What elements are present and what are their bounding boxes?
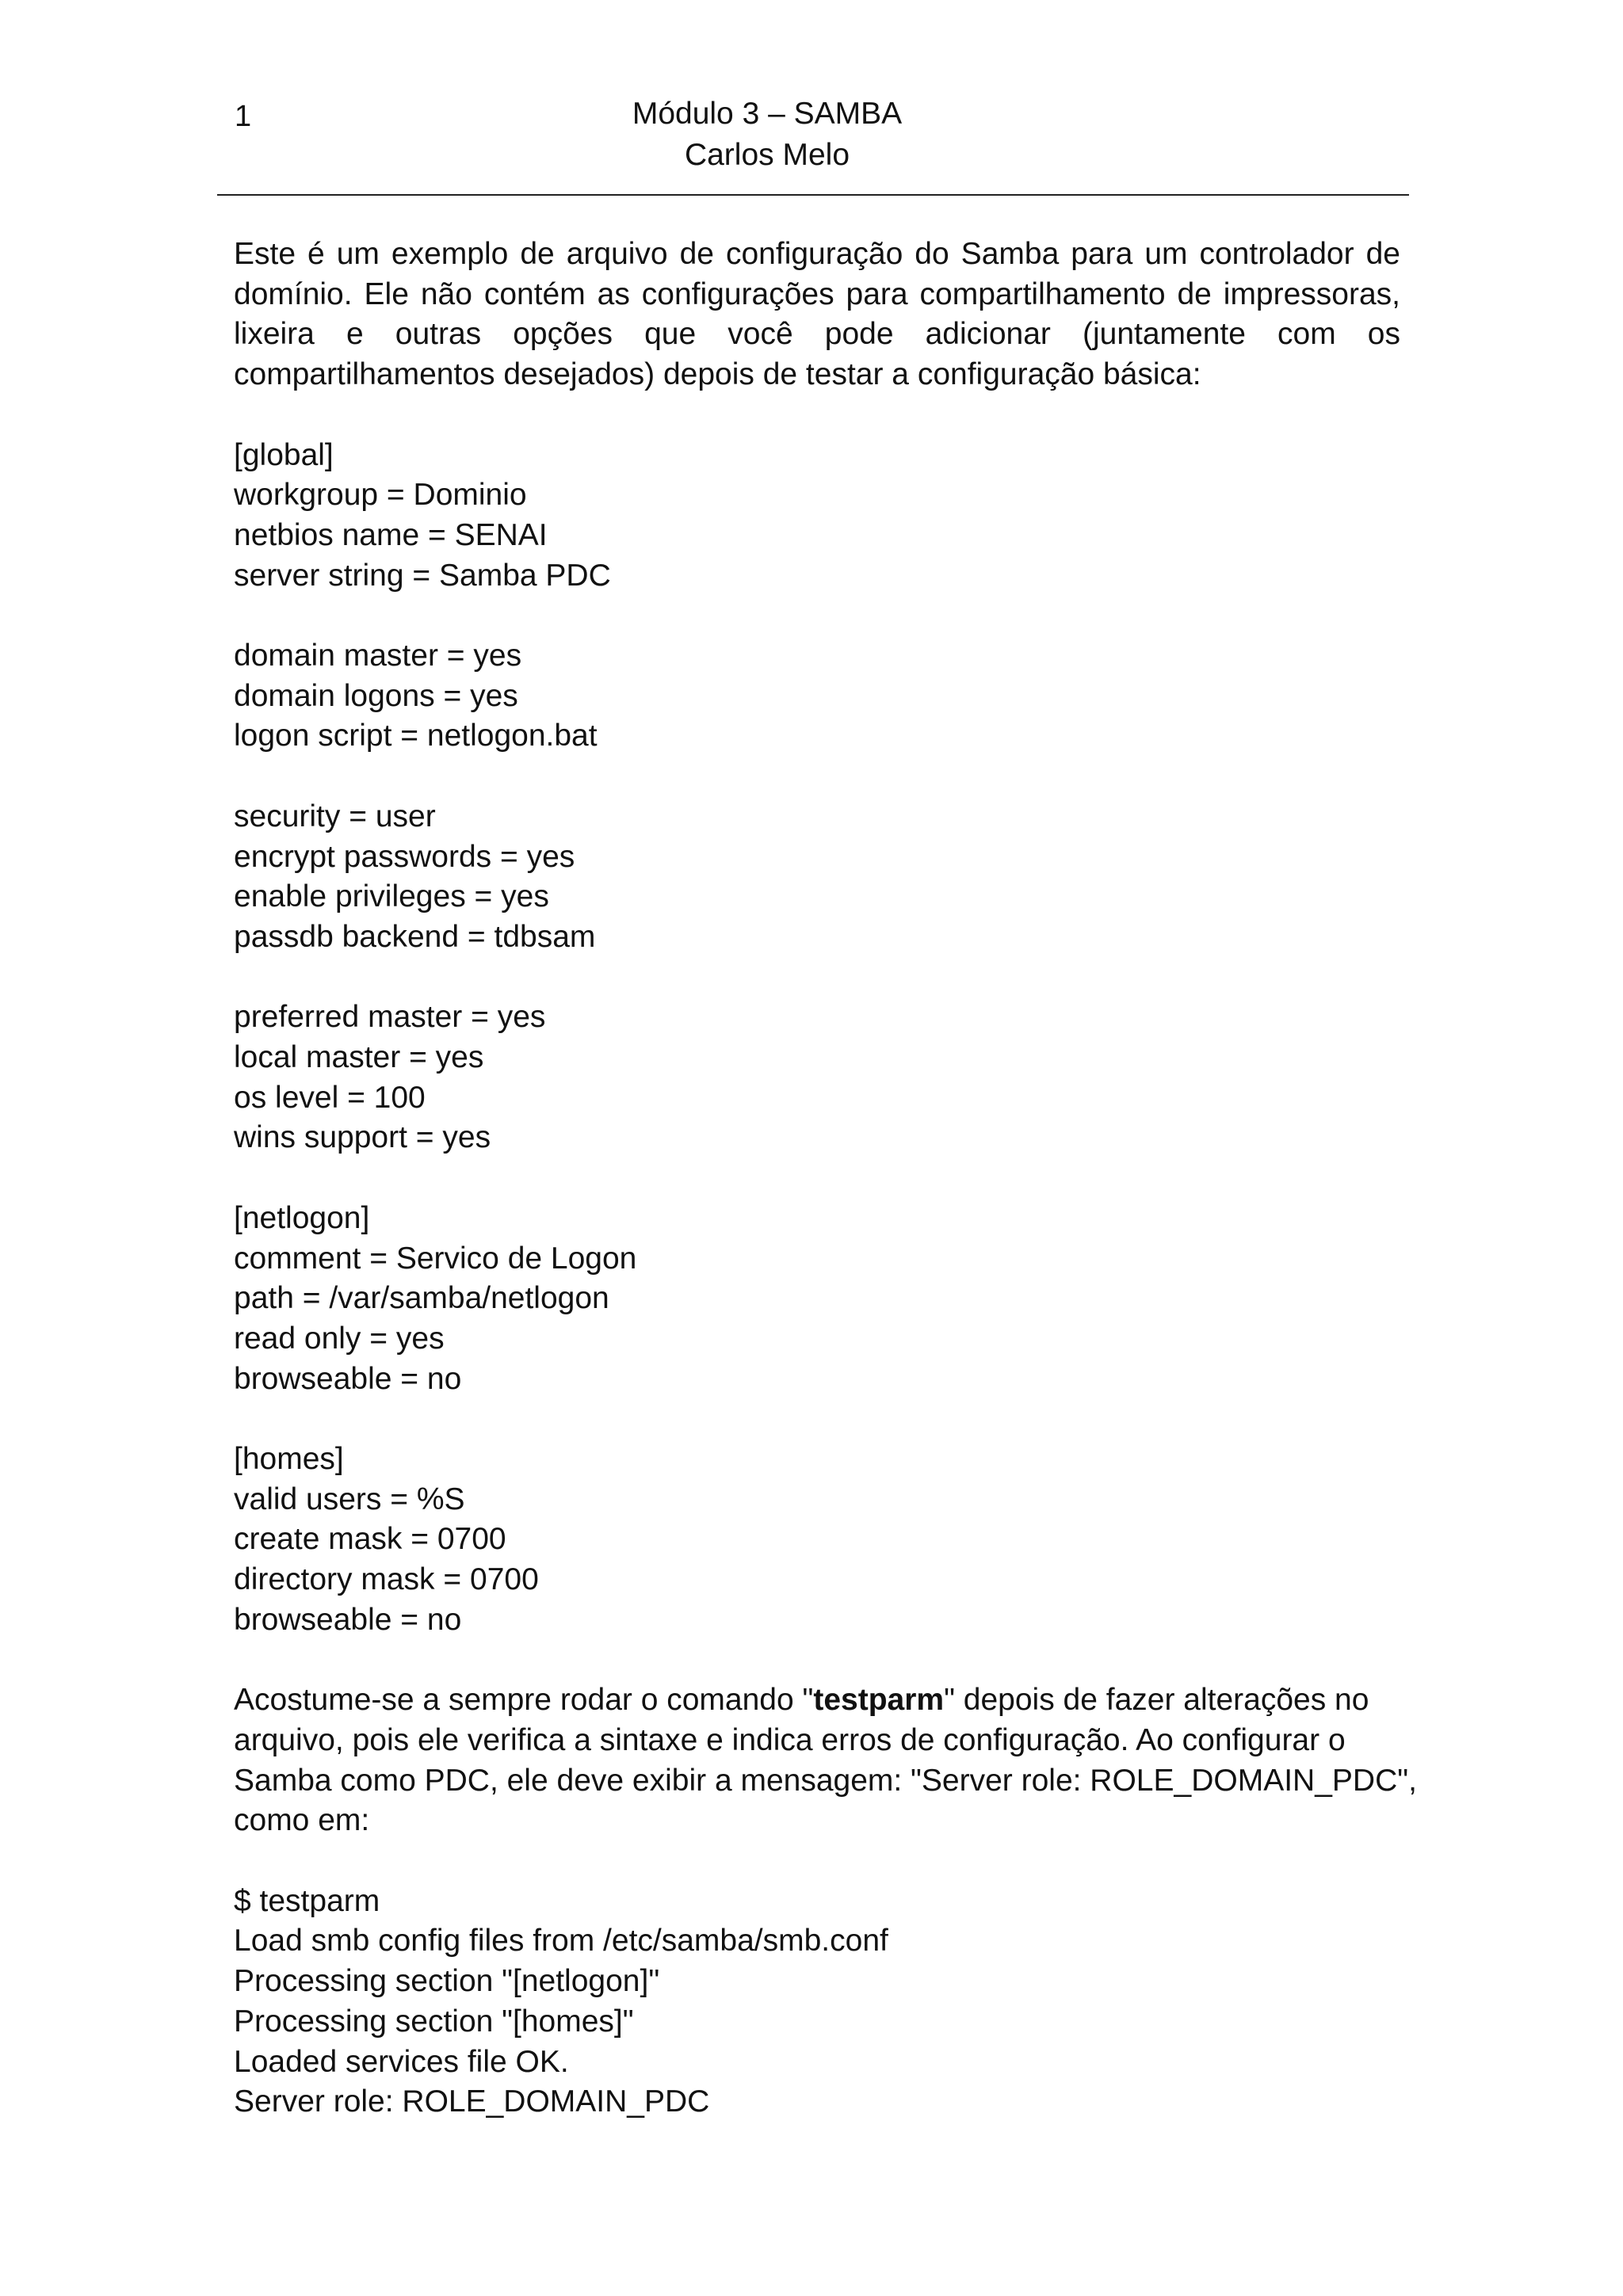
note-text-before: Acostume-se a sempre rodar o comando " [234, 1683, 814, 1718]
config-line: netbios name = SENAI [234, 517, 548, 552]
config-line: domain master = yes [234, 639, 522, 673]
page-author: Carlos Melo [684, 138, 850, 172]
note-line: arquivo, pois ele verifica a sintaxe e indica erros de configuração. Ao configurar o [234, 1722, 1346, 1757]
config-line: create mask = 0700 [234, 1522, 506, 1557]
intro-paragraph: Este é um exemplo de arquivo de configuração do Samba para um controlador de domínio. Ele não contém as configurações para compartilhamento de impressoras, lixeira e outras opções que você pode adicionar (juntamente com os compartilhamentos desejados) depois de testar a configuração básica: [234, 237, 1400, 392]
terminal-output [234, 1882, 1400, 2122]
config-line: security = user [234, 799, 436, 833]
config-line: domain logons = yes [234, 678, 518, 713]
config-line: workgroup = Dominio [234, 478, 527, 513]
terminal-line: Processing section "[homes]" [234, 2004, 634, 2039]
config-line: browseable = no [234, 1602, 462, 1637]
config-line: comment = Servico de Logon [234, 1241, 637, 1276]
config-homes-section [234, 1440, 1400, 1641]
config-line: encrypt passwords = yes [234, 839, 575, 874]
config-line: local master = yes [234, 1040, 484, 1074]
config-global-section [234, 436, 1400, 597]
config-line: valid users = %S [234, 1482, 465, 1516]
terminal-line: Server role: ROLE_DOMAIN_PDC [234, 2084, 710, 2119]
note-line: Samba como PDC, ele deve exibir a mensagem: "Server role: ROLE_DOMAIN_PDC", [234, 1763, 1417, 1798]
note-text-after: " depois de fazer alterações no [944, 1683, 1369, 1718]
config-master-settings [234, 997, 1400, 1158]
config-line: enable privileges = yes [234, 879, 549, 914]
testparm-command: testparm [813, 1683, 945, 1718]
page-number: 1 [235, 100, 252, 133]
terminal-line: Processing section "[netlogon]" [234, 1964, 660, 1999]
config-line: server string = Samba PDC [234, 558, 611, 593]
config-line: path = /var/samba/netlogon [234, 1281, 609, 1316]
note-line [234, 1680, 1400, 1721]
note-line: como em: [234, 1803, 370, 1838]
testparm-note-paragraph [234, 1680, 1417, 1841]
terminal-line: $ testparm [234, 1883, 380, 1918]
config-line: logon script = netlogon.bat [234, 719, 598, 753]
config-line: wins support = yes [234, 1120, 491, 1155]
page-header [0, 93, 1534, 176]
config-line: [global] [234, 437, 334, 472]
config-line: [homes] [234, 1442, 344, 1476]
config-line: read only = yes [234, 1321, 445, 1356]
config-domain-settings [234, 636, 1400, 757]
header-divider [217, 194, 1409, 196]
terminal-line: Loaded services file OK. [234, 2044, 569, 2079]
config-line: os level = 100 [234, 1080, 426, 1115]
config-line: browseable = no [234, 1361, 462, 1396]
config-netlogon-section [234, 1199, 1400, 1400]
terminal-line: Load smb config files from /etc/samba/smb.conf [234, 1924, 888, 1958]
config-security-settings [234, 797, 1400, 958]
config-line: [netlogon] [234, 1200, 370, 1235]
config-line: directory mask = 0700 [234, 1562, 539, 1597]
page-title: Módulo 3 – SAMBA [632, 97, 903, 131]
config-line: passdb backend = tdbsam [234, 919, 596, 954]
document-body [234, 235, 1417, 2122]
config-line: preferred master = yes [234, 1000, 546, 1035]
